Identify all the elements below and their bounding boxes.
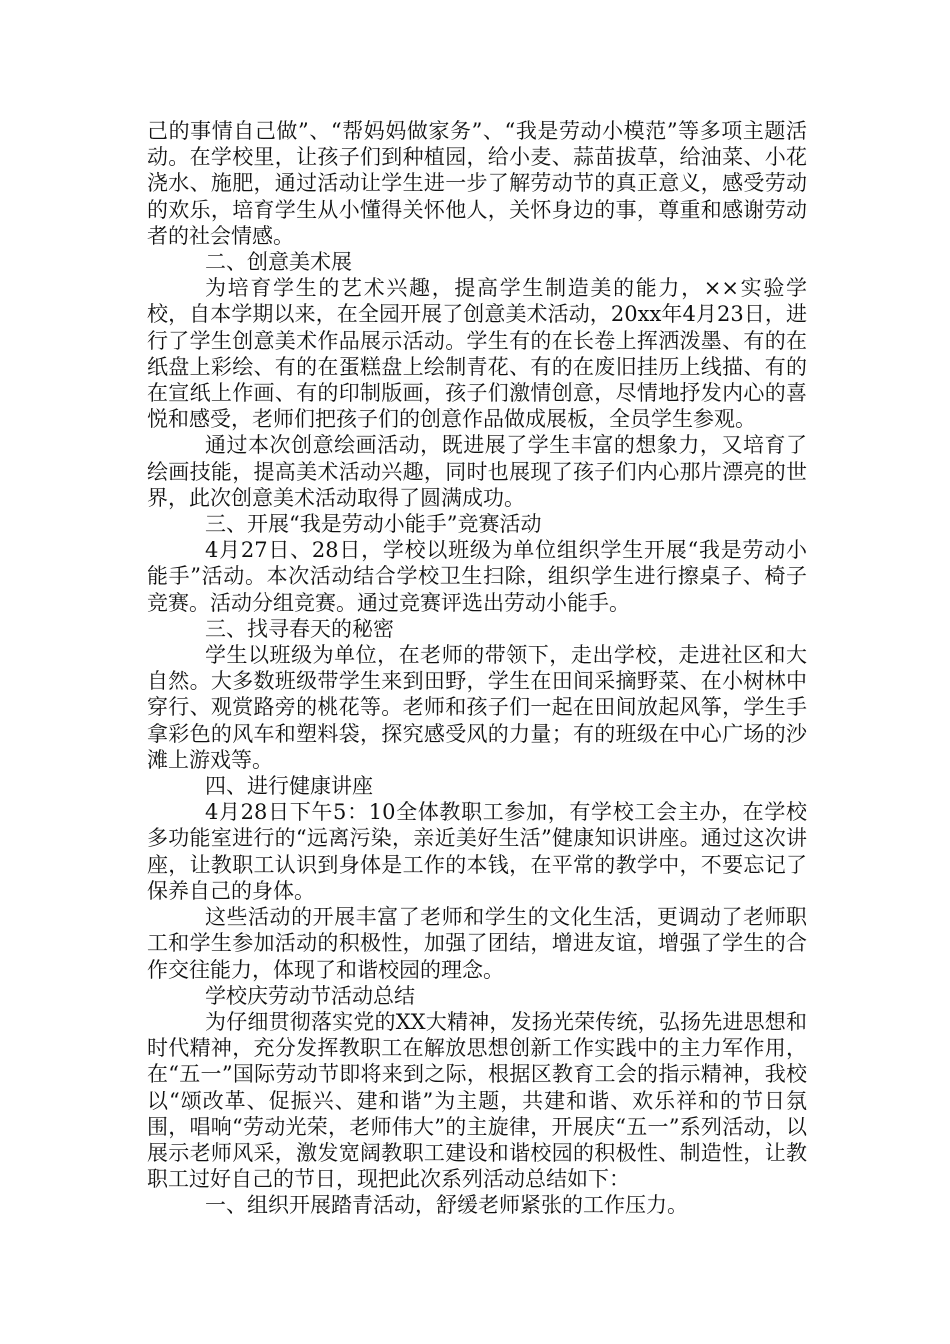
document-page bbox=[147, 118, 807, 1219]
paragraph-labor-competition: 4月27日、28日，学校以班级为单位组织学生开展“我是劳动小能手”活动。本次活动结合学校卫生扫除，组织学生进行擦桌子、椅子竞赛。活动分组竞赛。通过竞赛评选出劳动小能手。 bbox=[147, 538, 807, 615]
paragraph-creative-art-result: 通过本次创意绘画活动，既进展了学生丰富的想象力，又培育了绘画技能，提高美术活动兴趣，同时也展现了孩子们内心那片漂亮的世界，此次创意美术活动取得了圆满成功。 bbox=[147, 433, 807, 510]
paragraph-activities-summary: 这些活动的开展丰富了老师和学生的文化生活，更调动了老师职工和学生参加活动的积极性，加强了团结，增进友谊，增强了学生的合作交往能力，体现了和谐校园的理念。 bbox=[147, 905, 807, 982]
paragraph-intro-continuation: 己的事情自己做”、“帮妈妈做家务”、“我是劳动小模范”等多项主题活动。在学校里，让孩子们到种植园，给小麦、蒜苗拔草，给油菜、小花浇水、施肥，通过活动让学生进一步了解劳动节的真正意义，感受劳动的欢乐，培育学生从小懂得关怀他人，关怀身边的事，尊重和感谢劳动者的社会情感。 bbox=[147, 119, 807, 248]
paragraph-spring-outing: 学生以班级为单位，在老师的带领下，走出学校，走进社区和大自然。大多数班级带学生来到田野，学生在田间采摘野菜、在小树林中穿行、观赏路旁的桃花等。老师和孩子们一起在田间放起风筝，学生手拿彩色的风车和塑料袋，探究感受风的力量；有的班级在中心广场的沙滩上游戏等。 bbox=[147, 643, 807, 772]
heading-labor-competition: 三、开展“我是劳动小能手”竞赛活动 bbox=[205, 512, 542, 537]
paragraph-creative-art-activity: 为培育学生的艺术兴趣，提高学生制造美的能力，××实验学校，自本学期以来，在全园开展了创意美术活动，20xx年4月23日，进行了学生创意美术作品展示活动。学生有的在长卷上挥洒泼墨、有的在纸盘上彩绘、有的在蛋糕盘上绘制青花、有的在废旧挂历上线描、有的在宣纸上作画、有的印制版画，孩子们激情创意，尽情地抒发内心的喜悦和感受，老师们把孩子们的创意作品做成展板，全员学生参观。 bbox=[147, 276, 807, 432]
heading-health-lecture: 四、进行健康讲座 bbox=[205, 774, 373, 799]
heading-labor-day-summary: 学校庆劳动节活动总结 bbox=[205, 983, 415, 1008]
paragraph-labor-day-intro: 为仔细贯彻落实党的XX大精神，发扬光荣传统，弘扬先进思想和时代精神，充分发挥教职工在解放思想创新工作实践中的主力军作用，在“五一”国际劳动节即将来到之际，根据区教育工会的指示精神，我校以“颂改革、促振兴、建和谐”为主题，共建和谐、欢乐祥和的节日氛围，唱响“劳动光荣，老师伟大”的主旋律，开展庆“五一”系列活动，以展示老师风采，激发宽阔教职工建设和谐校园的积极性、制造性，让教职工过好自己的节日，现把此次系列活动总结如下： bbox=[147, 1009, 807, 1192]
heading-spring-secret: 三、找寻春天的秘密 bbox=[205, 616, 394, 641]
heading-spring-outing-activity: 一、组织开展踏青活动，舒缓老师紧张的工作压力。 bbox=[205, 1193, 688, 1218]
heading-creative-art-exhibition: 二、创意美术展 bbox=[205, 250, 352, 275]
paragraph-health-lecture: 4月28日下午5：10全体教职工参加，有学校工会主办，在学校多功能室进行的“远离污染，亲近美好生活”健康知识讲座。通过这次讲座，让教职工认识到身体是工作的本钱，在平常的教学中，不要忘记了保养自己的身体。 bbox=[147, 800, 807, 903]
